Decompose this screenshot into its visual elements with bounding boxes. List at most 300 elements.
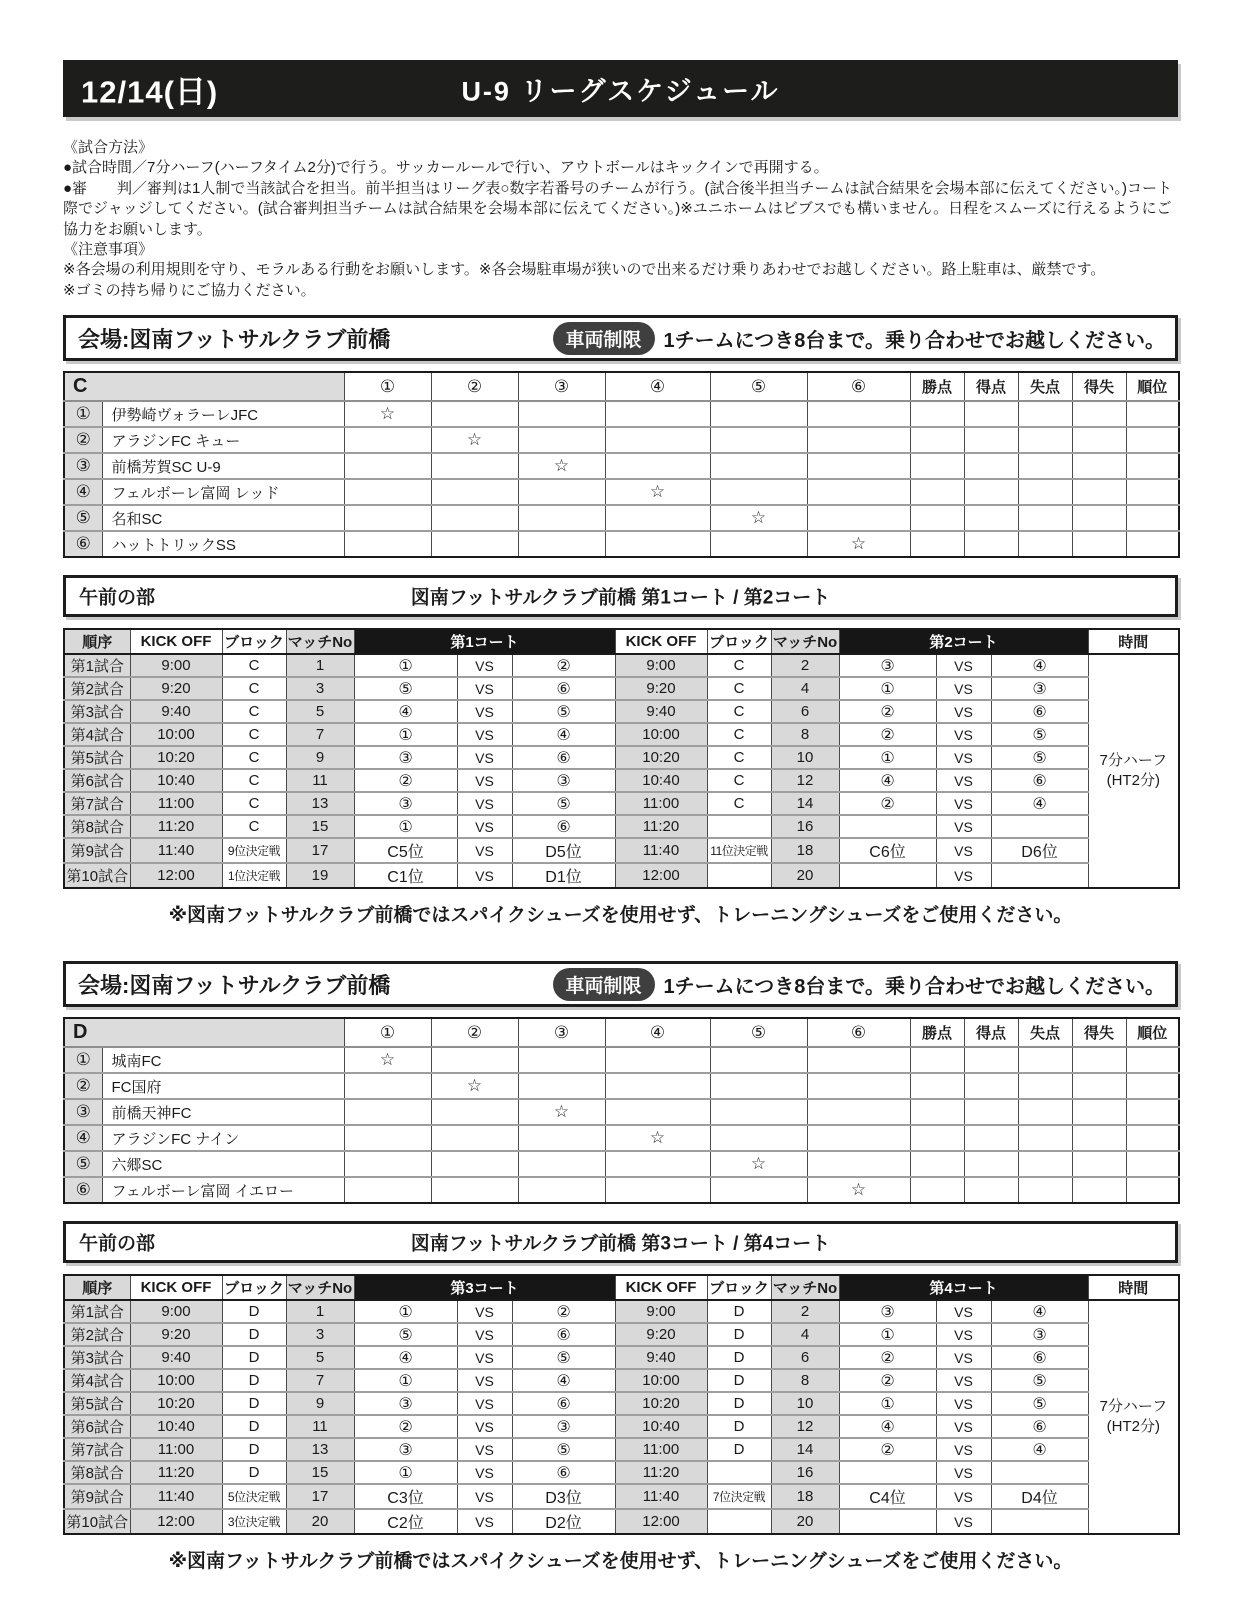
stat-value-cell bbox=[1018, 1099, 1072, 1125]
vs-label: VS bbox=[936, 1369, 991, 1392]
stat-value-cell bbox=[964, 427, 1018, 453]
stat-value-cell bbox=[1072, 1073, 1126, 1099]
home-team: ② bbox=[839, 723, 936, 746]
self-match-star-cell: ☆ bbox=[431, 1073, 518, 1099]
stat-value-cell bbox=[910, 1099, 964, 1125]
away-team: ⑥ bbox=[991, 1346, 1088, 1369]
match-order: 第6試合 bbox=[64, 769, 130, 792]
stat-value-cell bbox=[964, 505, 1018, 531]
away-team: ⑥ bbox=[512, 746, 615, 769]
league-number-header: ④ bbox=[605, 372, 710, 401]
match-no: 18 bbox=[771, 1484, 839, 1509]
away-team: ⑤ bbox=[991, 723, 1088, 746]
match-order: 第7試合 bbox=[64, 792, 130, 815]
kickoff-header: KICK OFF bbox=[130, 1275, 222, 1300]
schedule-row bbox=[64, 838, 1179, 863]
match-no: 12 bbox=[771, 769, 839, 792]
self-match-star-cell: ☆ bbox=[710, 505, 807, 531]
league-team-row bbox=[64, 505, 1179, 531]
block-value: D bbox=[222, 1438, 286, 1461]
away-team: ⑤ bbox=[991, 746, 1088, 769]
match-no: 8 bbox=[771, 1369, 839, 1392]
match-result-cell bbox=[605, 1047, 710, 1073]
duration-line-1: 7分ハーフ bbox=[1099, 1397, 1168, 1415]
home-team: C5位 bbox=[354, 838, 457, 863]
kickoff-time: 11:20 bbox=[615, 1461, 707, 1484]
match-order: 第1試合 bbox=[64, 654, 130, 677]
vs-label: VS bbox=[457, 700, 512, 723]
match-result-cell bbox=[431, 1047, 518, 1073]
match-order: 第2試合 bbox=[64, 1323, 130, 1346]
match-result-cell bbox=[344, 531, 431, 557]
self-match-star-cell: ☆ bbox=[518, 453, 605, 479]
block-value bbox=[707, 1509, 771, 1534]
schedule-row bbox=[64, 700, 1179, 723]
away-team: D3位 bbox=[512, 1484, 615, 1509]
schedule-row bbox=[64, 815, 1179, 838]
venue-header-box bbox=[63, 961, 1178, 1007]
vs-label: VS bbox=[936, 1461, 991, 1484]
match-result-cell bbox=[605, 1151, 710, 1177]
match-result-cell bbox=[518, 1073, 605, 1099]
cautions-heading: 《注意事項》 bbox=[63, 240, 154, 258]
stat-value-cell bbox=[964, 531, 1018, 557]
self-match-star-cell: ☆ bbox=[344, 401, 431, 427]
league-number-header: ① bbox=[344, 1018, 431, 1047]
block-header: ブロック bbox=[222, 629, 286, 654]
match-result-cell bbox=[710, 427, 807, 453]
block-value bbox=[707, 1461, 771, 1484]
vs-label: VS bbox=[457, 1392, 512, 1415]
home-team: ③ bbox=[839, 1300, 936, 1323]
match-method-heading: 《試合方法》 bbox=[63, 139, 154, 156]
stat-value-cell bbox=[1072, 1099, 1126, 1125]
match-duration bbox=[1088, 1300, 1179, 1534]
match-order: 第4試合 bbox=[64, 723, 130, 746]
vehicle-restriction-badge: 車両制限 bbox=[553, 322, 655, 355]
vs-label: VS bbox=[936, 1323, 991, 1346]
stat-value-cell bbox=[1126, 1047, 1179, 1073]
kickoff-time: 9:00 bbox=[130, 1300, 222, 1323]
home-team: ④ bbox=[839, 1415, 936, 1438]
block-value: 1位決定戦 bbox=[222, 863, 286, 888]
match-no: 3 bbox=[286, 677, 354, 700]
match-result-cell bbox=[344, 479, 431, 505]
self-match-star-cell: ☆ bbox=[710, 1151, 807, 1177]
vs-label: VS bbox=[936, 1346, 991, 1369]
match-order: 第9試合 bbox=[64, 1484, 130, 1509]
league-team-row bbox=[64, 1177, 1179, 1203]
league-team-row bbox=[64, 1151, 1179, 1177]
away-team: ② bbox=[512, 1300, 615, 1323]
match-no: 15 bbox=[286, 1461, 354, 1484]
schedule-row bbox=[64, 1509, 1179, 1534]
kickoff-time: 11:40 bbox=[615, 1484, 707, 1509]
block-value: D bbox=[707, 1323, 771, 1346]
match-result-cell bbox=[518, 1047, 605, 1073]
stat-value-cell bbox=[910, 1047, 964, 1073]
order-header: 順序 bbox=[64, 1275, 130, 1300]
team-name: 城南FC bbox=[102, 1047, 344, 1073]
away-team: D4位 bbox=[991, 1484, 1088, 1509]
vs-label: VS bbox=[457, 769, 512, 792]
match-no: 19 bbox=[286, 863, 354, 888]
stat-value-cell bbox=[964, 1099, 1018, 1125]
away-team: ⑥ bbox=[512, 815, 615, 838]
home-team: ② bbox=[839, 700, 936, 723]
kickoff-time: 11:20 bbox=[130, 815, 222, 838]
schedule-row bbox=[64, 1438, 1179, 1461]
home-team: C4位 bbox=[839, 1484, 936, 1509]
vs-label: VS bbox=[457, 1484, 512, 1509]
match-no: 5 bbox=[286, 700, 354, 723]
kickoff-header: KICK OFF bbox=[615, 1275, 707, 1300]
league-stat-header: 順位 bbox=[1126, 1018, 1179, 1047]
home-team: ③ bbox=[354, 1392, 457, 1415]
schedule-row bbox=[64, 1346, 1179, 1369]
stat-value-cell bbox=[910, 531, 964, 557]
away-team: ⑥ bbox=[512, 1461, 615, 1484]
home-team: ③ bbox=[839, 654, 936, 677]
home-team: ② bbox=[354, 1415, 457, 1438]
match-result-cell bbox=[605, 505, 710, 531]
stat-value-cell bbox=[1018, 1151, 1072, 1177]
match-result-cell bbox=[344, 505, 431, 531]
block-value: C bbox=[707, 746, 771, 769]
home-team: ② bbox=[839, 792, 936, 815]
match-result-cell bbox=[807, 401, 910, 427]
vs-label: VS bbox=[936, 1484, 991, 1509]
match-no: 4 bbox=[771, 1323, 839, 1346]
vs-label: VS bbox=[936, 723, 991, 746]
match-no: 10 bbox=[771, 1392, 839, 1415]
league-stat-header: 勝点 bbox=[910, 372, 964, 401]
league-stat-header: 得失 bbox=[1072, 372, 1126, 401]
league-stat-header: 得失 bbox=[1072, 1018, 1126, 1047]
block-value: C bbox=[707, 723, 771, 746]
away-team: ⑤ bbox=[512, 1346, 615, 1369]
vs-label: VS bbox=[457, 1300, 512, 1323]
away-team: ⑤ bbox=[512, 1438, 615, 1461]
schedule-row bbox=[64, 1484, 1179, 1509]
match-order: 第8試合 bbox=[64, 815, 130, 838]
home-team: ① bbox=[839, 677, 936, 700]
block-value: 11位決定戦 bbox=[707, 838, 771, 863]
team-name: 伊勢崎ヴォラーレJFC bbox=[102, 401, 344, 427]
match-result-cell bbox=[807, 505, 910, 531]
match-no: 4 bbox=[771, 677, 839, 700]
match-result-cell bbox=[710, 1177, 807, 1203]
vs-label: VS bbox=[936, 700, 991, 723]
stat-value-cell bbox=[1072, 453, 1126, 479]
home-team: ⑤ bbox=[354, 677, 457, 700]
team-number: ⑤ bbox=[64, 1151, 102, 1177]
kickoff-time: 11:00 bbox=[615, 792, 707, 815]
block-value: D bbox=[707, 1415, 771, 1438]
home-team: ④ bbox=[354, 700, 457, 723]
home-team: ③ bbox=[354, 1438, 457, 1461]
stat-value-cell bbox=[1072, 1177, 1126, 1203]
block-value bbox=[707, 815, 771, 838]
kickoff-time: 11:00 bbox=[130, 792, 222, 815]
kickoff-time: 10:00 bbox=[130, 1369, 222, 1392]
stat-value-cell bbox=[910, 401, 964, 427]
away-team: ② bbox=[512, 654, 615, 677]
match-no: 6 bbox=[771, 1346, 839, 1369]
stat-value-cell bbox=[1126, 531, 1179, 557]
schedule-row bbox=[64, 1300, 1179, 1323]
league-number-header: ⑤ bbox=[710, 1018, 807, 1047]
schedule-header-row bbox=[64, 1275, 1179, 1300]
league-number-header: ⑥ bbox=[807, 1018, 910, 1047]
kickoff-time: 10:20 bbox=[130, 746, 222, 769]
schedule-row bbox=[64, 1461, 1179, 1484]
caution-line-2: ※ゴミの持ち帰りにご協力ください。 bbox=[63, 281, 316, 299]
block-value: C bbox=[222, 769, 286, 792]
kickoff-time: 11:20 bbox=[615, 815, 707, 838]
kickoff-time: 9:40 bbox=[615, 700, 707, 723]
match-result-cell bbox=[710, 1099, 807, 1125]
home-team: C6位 bbox=[839, 838, 936, 863]
league-team-row bbox=[64, 531, 1179, 557]
match-result-cell bbox=[605, 401, 710, 427]
match-order: 第8試合 bbox=[64, 1461, 130, 1484]
schedule-row bbox=[64, 769, 1179, 792]
kickoff-time: 10:40 bbox=[130, 1415, 222, 1438]
match-result-cell bbox=[807, 453, 910, 479]
stat-value-cell bbox=[964, 479, 1018, 505]
match-order: 第2試合 bbox=[64, 677, 130, 700]
schedule-row bbox=[64, 677, 1179, 700]
match-no-header: マッチNo bbox=[286, 1275, 354, 1300]
match-no: 16 bbox=[771, 1461, 839, 1484]
match-result-cell bbox=[605, 427, 710, 453]
league-team-row bbox=[64, 1047, 1179, 1073]
rules-section bbox=[63, 138, 1178, 301]
match-order: 第5試合 bbox=[64, 1392, 130, 1415]
kickoff-time: 9:20 bbox=[130, 677, 222, 700]
block-value: C bbox=[222, 815, 286, 838]
away-team: ⑥ bbox=[512, 1323, 615, 1346]
away-team: ⑤ bbox=[991, 1392, 1088, 1415]
team-number: ⑤ bbox=[64, 505, 102, 531]
block-value: C bbox=[222, 677, 286, 700]
schedule-row bbox=[64, 1369, 1179, 1392]
match-result-cell bbox=[807, 427, 910, 453]
match-result-cell bbox=[710, 479, 807, 505]
shoes-note: ※図南フットサルクラブ前橋ではスパイクシューズを使用せず、トレーニングシューズをご使用ください。 bbox=[168, 1551, 1073, 1573]
team-name: 前橋天神FC bbox=[102, 1099, 344, 1125]
kickoff-time: 9:00 bbox=[615, 654, 707, 677]
away-team: ③ bbox=[991, 1323, 1088, 1346]
vehicle-restriction-text: 1チームにつき8台まで。乗り合わせでお越しください。 bbox=[663, 975, 1165, 998]
block-value: D bbox=[222, 1323, 286, 1346]
away-team: ④ bbox=[991, 654, 1088, 677]
match-result-cell bbox=[605, 1099, 710, 1125]
block-value bbox=[707, 863, 771, 888]
block-value: C bbox=[222, 746, 286, 769]
match-result-cell bbox=[518, 401, 605, 427]
league-header-row bbox=[64, 372, 1179, 401]
match-result-cell bbox=[710, 401, 807, 427]
kickoff-time: 9:20 bbox=[615, 677, 707, 700]
vs-label: VS bbox=[457, 1369, 512, 1392]
vs-label: VS bbox=[457, 1509, 512, 1534]
match-no: 9 bbox=[286, 1392, 354, 1415]
match-no: 14 bbox=[771, 1438, 839, 1461]
stat-value-cell bbox=[910, 427, 964, 453]
league-team-row bbox=[64, 479, 1179, 505]
block-value: C bbox=[707, 677, 771, 700]
away-team: ④ bbox=[512, 1369, 615, 1392]
date-label: 12/14(日) bbox=[81, 74, 219, 109]
match-no: 9 bbox=[286, 746, 354, 769]
match-no: 11 bbox=[286, 769, 354, 792]
team-number: ② bbox=[64, 1073, 102, 1099]
match-result-cell bbox=[605, 453, 710, 479]
league-stat-header: 失点 bbox=[1018, 1018, 1072, 1047]
home-team: ② bbox=[354, 769, 457, 792]
league-team-row bbox=[64, 401, 1179, 427]
match-order: 第3試合 bbox=[64, 700, 130, 723]
vs-label: VS bbox=[457, 723, 512, 746]
stat-value-cell bbox=[1126, 453, 1179, 479]
match-duration bbox=[1088, 654, 1179, 888]
match-result-cell bbox=[431, 531, 518, 557]
venue-section bbox=[63, 315, 1178, 927]
block-value: C bbox=[707, 654, 771, 677]
league-stat-header: 失点 bbox=[1018, 372, 1072, 401]
block-value: C bbox=[222, 723, 286, 746]
match-result-cell bbox=[807, 1151, 910, 1177]
league-block-label: D bbox=[64, 1018, 344, 1047]
vs-label: VS bbox=[457, 792, 512, 815]
stat-value-cell bbox=[910, 1073, 964, 1099]
league-number-header: ② bbox=[431, 372, 518, 401]
order-header: 順序 bbox=[64, 629, 130, 654]
kickoff-time: 12:00 bbox=[615, 863, 707, 888]
block-value: D bbox=[707, 1300, 771, 1323]
stat-value-cell bbox=[910, 1177, 964, 1203]
match-no: 11 bbox=[286, 1415, 354, 1438]
stat-value-cell bbox=[964, 1125, 1018, 1151]
stat-value-cell bbox=[1018, 479, 1072, 505]
session-header-box bbox=[63, 575, 1178, 617]
schedule-row bbox=[64, 1392, 1179, 1415]
match-result-cell bbox=[807, 1125, 910, 1151]
away-team: ④ bbox=[991, 1438, 1088, 1461]
kickoff-time: 11:00 bbox=[615, 1438, 707, 1461]
match-order: 第4試合 bbox=[64, 1369, 130, 1392]
match-result-cell bbox=[518, 1151, 605, 1177]
match-result-cell bbox=[431, 453, 518, 479]
match-no: 2 bbox=[771, 654, 839, 677]
team-name: フェルボーレ富岡 イエロー bbox=[102, 1177, 344, 1203]
team-name: 前橋芳賀SC U-9 bbox=[102, 453, 344, 479]
stat-value-cell bbox=[964, 1073, 1018, 1099]
league-number-header: ⑤ bbox=[710, 372, 807, 401]
stat-value-cell bbox=[1126, 401, 1179, 427]
team-name: 六郷SC bbox=[102, 1151, 344, 1177]
block-value: D bbox=[222, 1346, 286, 1369]
match-no: 17 bbox=[286, 838, 354, 863]
block-value: C bbox=[222, 654, 286, 677]
match-result-cell bbox=[431, 1125, 518, 1151]
away-team bbox=[991, 1509, 1088, 1534]
vs-label: VS bbox=[457, 1461, 512, 1484]
away-team: ⑥ bbox=[991, 700, 1088, 723]
block-header: ブロック bbox=[707, 629, 771, 654]
away-team: ③ bbox=[991, 677, 1088, 700]
stat-value-cell bbox=[910, 479, 964, 505]
duration-line-2: (HT2分) bbox=[1106, 1418, 1160, 1436]
vs-label: VS bbox=[936, 1300, 991, 1323]
schedule-row bbox=[64, 723, 1179, 746]
league-team-row bbox=[64, 1099, 1179, 1125]
match-result-cell bbox=[710, 1125, 807, 1151]
home-team: ① bbox=[839, 1323, 936, 1346]
kickoff-time: 9:40 bbox=[130, 700, 222, 723]
stat-value-cell bbox=[964, 401, 1018, 427]
away-team: D6位 bbox=[991, 838, 1088, 863]
kickoff-time: 10:40 bbox=[615, 769, 707, 792]
kickoff-time: 9:20 bbox=[130, 1323, 222, 1346]
match-no: 3 bbox=[286, 1323, 354, 1346]
match-order: 第1試合 bbox=[64, 1300, 130, 1323]
session-header-box bbox=[63, 1221, 1178, 1263]
block-value: C bbox=[222, 792, 286, 815]
match-method-line-2: ●審 判／審判は1人制で当該試合を担当。前半担当はリーグ表○数字若番号のチームが行う。(試合後半担当チームは試合結果を会場本部に伝えてください。)コート際でジャッジしてください。(試合審判担当チームは試合結果を会場本部に伝えてください。)※ユニホームはビブスでも構いません。日程をスムーズに行えるようにご協力をお願いします。 bbox=[63, 179, 1172, 238]
match-result-cell bbox=[344, 1073, 431, 1099]
league-block-label: C bbox=[64, 372, 344, 401]
match-no: 20 bbox=[771, 863, 839, 888]
away-team: ④ bbox=[512, 723, 615, 746]
kickoff-time: 11:40 bbox=[130, 1484, 222, 1509]
vs-label: VS bbox=[457, 1323, 512, 1346]
match-result-cell bbox=[344, 1177, 431, 1203]
vs-label: VS bbox=[457, 1415, 512, 1438]
home-team: C3位 bbox=[354, 1484, 457, 1509]
block-value: 7位決定戦 bbox=[707, 1484, 771, 1509]
session-title: 図南フットサルクラブ前橋 第1コート / 第2コート bbox=[410, 587, 831, 609]
stat-value-cell bbox=[1018, 1125, 1072, 1151]
stat-value-cell bbox=[1072, 427, 1126, 453]
match-order: 第3試合 bbox=[64, 1346, 130, 1369]
self-match-star-cell: ☆ bbox=[431, 427, 518, 453]
kickoff-time: 9:20 bbox=[615, 1323, 707, 1346]
league-number-header: ⑥ bbox=[807, 372, 910, 401]
match-result-cell bbox=[344, 1099, 431, 1125]
match-no: 12 bbox=[771, 1415, 839, 1438]
league-number-header: ② bbox=[431, 1018, 518, 1047]
venue-section bbox=[63, 961, 1178, 1573]
stat-value-cell bbox=[1018, 1177, 1072, 1203]
kickoff-time: 12:00 bbox=[615, 1509, 707, 1534]
vs-label: VS bbox=[936, 1438, 991, 1461]
team-name: アラジンFC ナイン bbox=[102, 1125, 344, 1151]
team-number: ① bbox=[64, 1047, 102, 1073]
match-result-cell bbox=[431, 1099, 518, 1125]
block-value: D bbox=[707, 1369, 771, 1392]
match-result-cell bbox=[518, 531, 605, 557]
match-result-cell bbox=[807, 1073, 910, 1099]
stat-value-cell bbox=[1018, 453, 1072, 479]
match-order: 第10試合 bbox=[64, 863, 130, 888]
home-team: ③ bbox=[354, 746, 457, 769]
vs-label: VS bbox=[936, 677, 991, 700]
team-name: フェルボーレ富岡 レッド bbox=[102, 479, 344, 505]
block-value: D bbox=[707, 1438, 771, 1461]
